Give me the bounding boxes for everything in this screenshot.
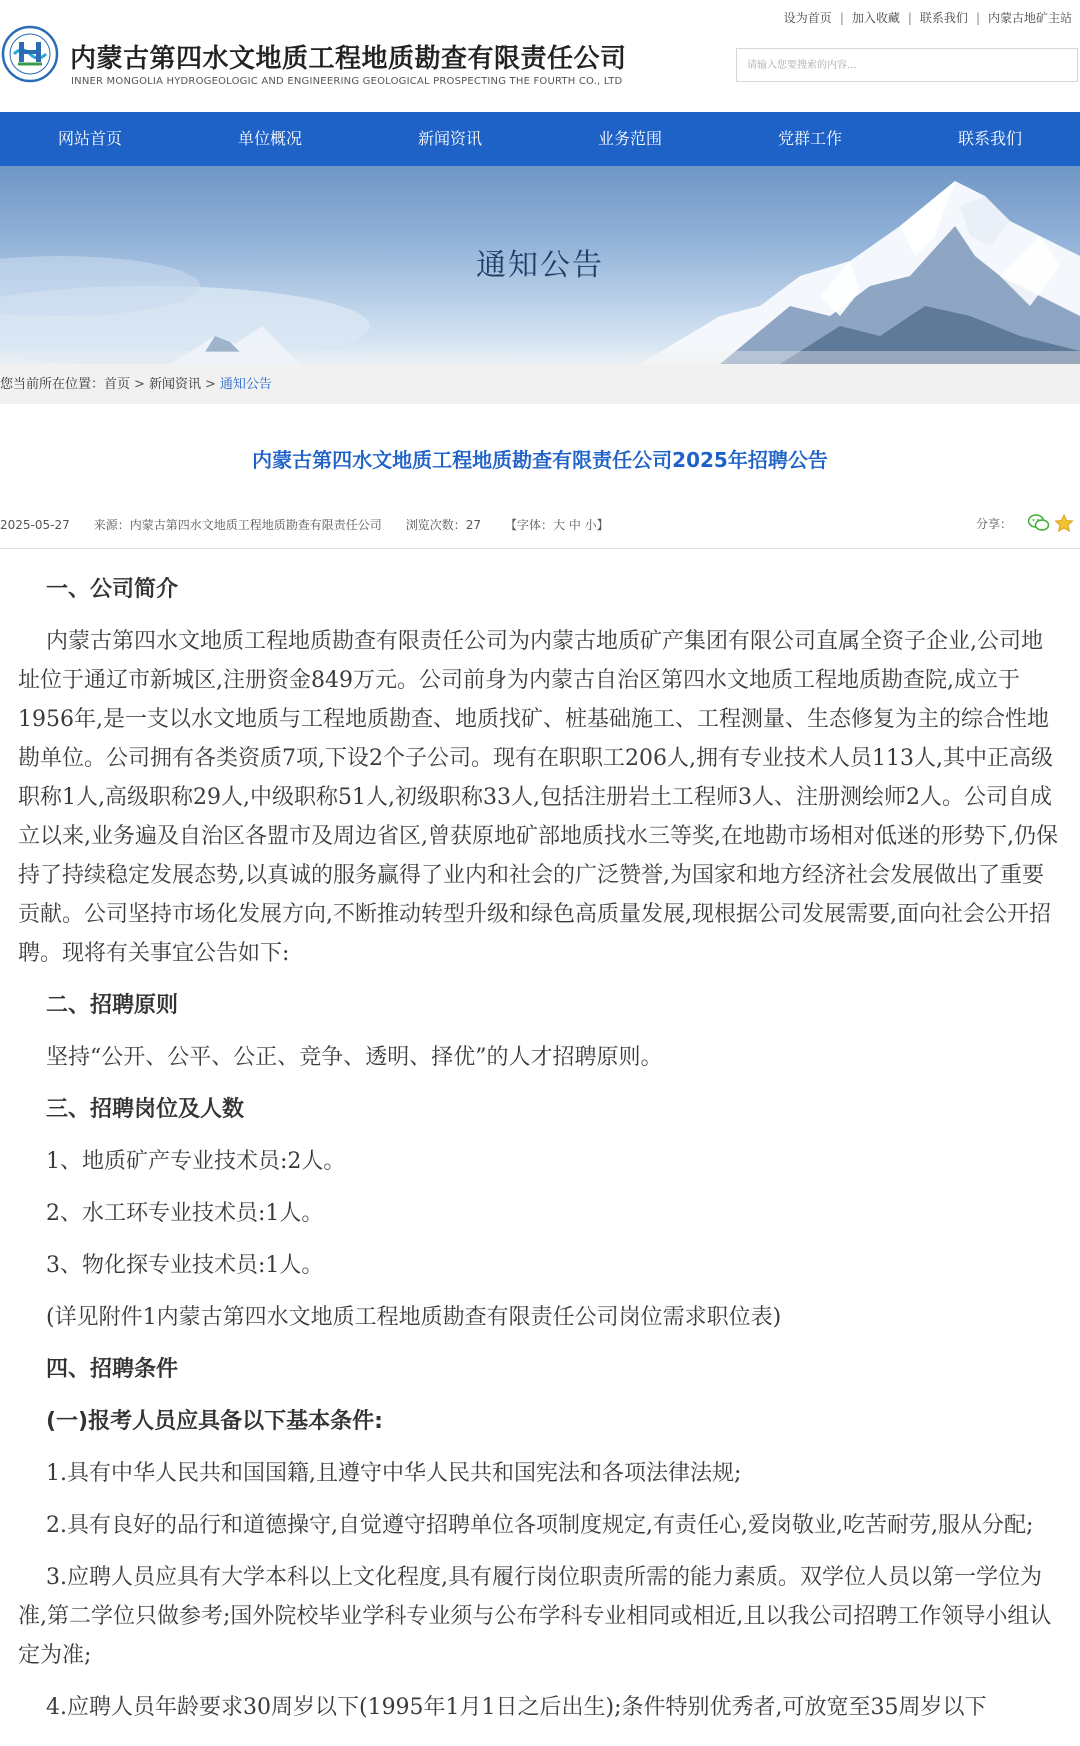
article-date: 2025-05-27 [0,518,70,532]
section-4-title: 四、招聘条件 [46,1357,179,1382]
set-homepage-link[interactable]: 设为首页 [783,11,832,25]
share-label: 分享： [975,516,1012,531]
page-banner [0,166,1080,364]
section-2-title: 二、招聘原则 [46,993,179,1018]
nav-contact[interactable]: 联系我们 [957,129,1022,148]
breadcrumb-home[interactable]: 首页 [104,377,131,392]
site-subtitle: INNER MONGOLIA HYDROGEOLOGIC AND ENGINEERING GEOLOGICAL PROSPECTING THE FOURTH CO., LTD [71,76,623,87]
nav-party[interactable]: 党群工作 [777,129,842,148]
site-title: 内蒙古第四水文地质工程地质勘查有限责任公司 [70,44,627,74]
section-3-item-2: 2、水工环专业技术员:1人。 [46,1201,324,1226]
breadcrumb-news[interactable]: 新闻资讯 [148,377,201,392]
section-4-item-3: 3.应聘人员应具有大学本科以上文化程度,具有履行岗位职责所需的能力素质。双学位人员以第一学位为准,第二学位只做参考;国外院校毕业学科专业须与公布学科专业相同或相近,且以我公司招聘工作领导小组认定为准; [18,1565,1052,1668]
article-body [18,570,1060,1740]
section-3-item-3: 3、物化探专业技术员:1人。 [46,1253,324,1278]
banner-title: 通知公告 [476,248,604,283]
breadcrumb-label: 您当前所在位置： [0,377,105,392]
section-1-title: 一、公司简介 [46,577,179,602]
font-size-control[interactable]: 【字体：大 中 小】 [505,518,609,532]
section-4-subtitle: (一)报考人员应具备以下基本条件: [46,1409,383,1434]
section-3-item-1: 1、地质矿产专业技术员:2人。 [46,1149,346,1174]
wechat-share-icon[interactable] [1028,514,1050,532]
nav-about[interactable]: 单位概况 [237,129,302,148]
article-title: 内蒙古第四水文地质工程地质勘查有限责任公司2025年招聘公告 [252,448,828,472]
site-header [0,0,1080,112]
top-links: 设为首页 | 加入收藏 | 联系我们 | 内蒙古地矿主站 [783,11,1072,25]
share-bar [976,514,1074,532]
section-4-item-4: 4.应聘人员年龄要求30周岁以下(1995年1月1日之后出生);条件特别优秀者,可放宽至35周岁以下 [46,1695,987,1720]
section-4-item-1: 1.具有中华人民共和国国籍,且遵守中华人民共和国宪法和各项法律法规; [46,1461,742,1486]
favorite-star-icon[interactable] [1054,514,1074,532]
contact-link[interactable]: 联系我们 [919,11,968,25]
breadcrumb: 您当前所在位置：首页 > 新闻资讯 > 通知公告 [0,364,1080,404]
nav-news[interactable]: 新闻资讯 [417,129,482,148]
company-logo-icon[interactable] [0,24,60,84]
section-3-title: 三、招聘岗位及人数 [46,1097,245,1122]
section-1-body: 内蒙古第四水文地质工程地质勘查有限责任公司为内蒙古地质矿产集团有限公司直属全资子企业,公司地址位于通辽市新城区,注册资金849万元。公司前身为内蒙古自治区第四水文地质工程地质勘查院,成立于1956年,是一支以水文地质与工程地质勘查、地质找矿、桩基础施工、工程测量、生态修复为主的综合性地勘单位。公司拥有各类资质7项,下设2个子公司。现有在职职工206人,拥有专业技术人员113人,其中正高级职称1人,高级职称29人,中级职称51人,初级职称33人,包括注册岩土工程师3人、注册测绘师2人。公司自成立以来,业务遍及自治区各盟市及周边省区,曾获原地矿部地质找水三等奖,在地勘市场相对低迷的形势下,仍保持了持续稳定发展态势,以真诚的服务赢得了业内和社会的广泛赞誉,为国家和地方经济社会发展做出了重要贡献。公司坚持市场化发展方向,不断推动转型升级和绿色高质量发展,现根据公司发展需要,面向社会公开招聘。现将有关事宜公告如下: [18,629,1058,966]
add-favorite-link[interactable]: 加入收藏 [851,11,900,25]
meta-divider [0,548,1080,549]
search-box [736,48,1078,82]
nav-home[interactable]: 网站首页 [57,129,122,148]
article-meta [0,516,1080,536]
search-input[interactable] [737,49,1077,81]
article-views: 浏览次数：27 [405,518,482,532]
main-nav [0,112,1080,166]
section-2-body: 坚持“公开、公平、公正、竞争、透明、择优”的人才招聘原则。 [46,1045,663,1070]
main-site-link[interactable]: 内蒙古地矿主站 [987,11,1072,25]
section-3-note: (详见附件1内蒙古第四水文地质工程地质勘查有限责任公司岗位需求职位表) [46,1305,782,1330]
article-source: 来源：内蒙古第四水文地质工程地质勘查有限责任公司 [93,518,382,532]
breadcrumb-current[interactable]: 通知公告 [219,377,272,392]
nav-business[interactable]: 业务范围 [597,129,662,148]
section-4-item-2: 2.具有良好的品行和道德操守,自觉遵守招聘单位各项制度规定,有责任心,爱岗敬业,吃苦耐劳,服从分配; [46,1513,1034,1538]
